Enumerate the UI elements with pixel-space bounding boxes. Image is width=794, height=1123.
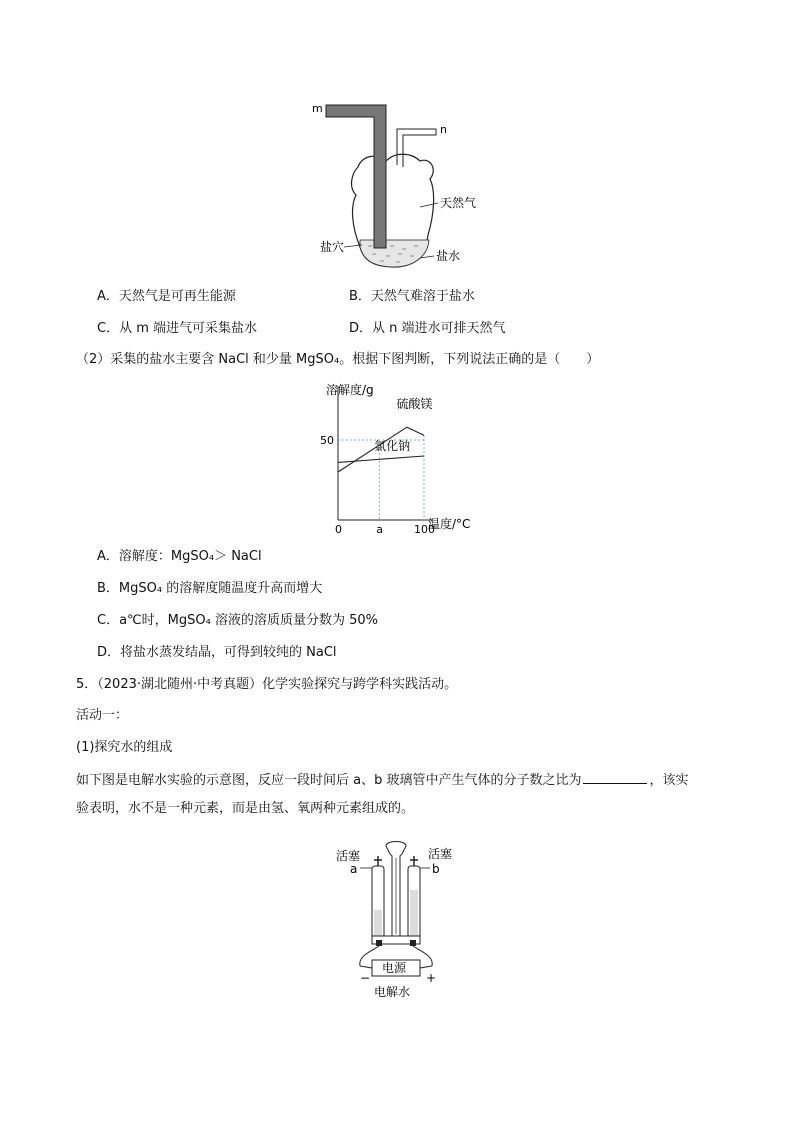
x-axis-label: 温度/°C (428, 517, 471, 531)
y-tick-50: 50 (320, 434, 334, 447)
q1-option-a: A．天然气是可再生能源 (97, 289, 236, 304)
label-m: m (312, 102, 323, 115)
solubility-chart (300, 378, 500, 538)
label-natural-gas: 天然气 (440, 196, 477, 210)
series-label-nacl: 氯化钠 (374, 439, 411, 453)
figure-caption: 电解水 (374, 985, 411, 999)
valve-left-label: 活塞 (336, 849, 361, 863)
q1-option-b: B．天然气难溶于盐水 (349, 289, 475, 304)
x-tick-0: 0 (335, 523, 342, 536)
power-label: 电源 (382, 961, 407, 975)
q2-option-b: B．MgSO₄ 的溶解度随温度升高而增大 (97, 581, 323, 596)
minus-sign: − (360, 971, 371, 985)
brine-region (360, 240, 429, 267)
x-tick-a: a (376, 523, 384, 536)
q2-option-c: C．a℃时，MgSO₄ 溶液的溶质质量分数为 50% (97, 613, 378, 628)
y-axis-label: 溶解度/g (326, 383, 374, 397)
q5-text-after-blank: ，该实 (649, 773, 689, 788)
chart-labels (320, 382, 470, 536)
tube-b-label: b (432, 862, 440, 876)
q5-paragraph-line1 (76, 770, 689, 790)
q1-option-d: D．从 n 端进水可排天然气 (349, 321, 506, 336)
q2-option-a: A．溶解度：MgSO₄＞ NaCl (97, 549, 262, 564)
valve-right-label: 活塞 (428, 847, 453, 861)
q5-paragraph-line2: 验表明，水不是一种元素，而是由氢、氧两种元素组成的。 (76, 801, 415, 816)
x-tick-100: 100 (414, 523, 435, 536)
q5-subheading: (1)探究水的组成 (76, 740, 173, 755)
plus-sign: + (426, 971, 437, 985)
q1-option-c: C．从 m 端进气可采集盐水 (97, 321, 258, 336)
q5-header: 5．（2023·湖北随州·中考真题）化学实验探究与跨学科实践活动。 (76, 677, 458, 692)
series-line-nacl (338, 456, 424, 462)
q5-activity: 活动一： (76, 708, 129, 723)
q2-stem: （2）采集的盐水主要含 NaCl 和少量 MgSO₄。根据下图判断，下列说法正确的是（ ） (76, 352, 600, 367)
electrolysis-diagram (330, 840, 460, 1005)
series-label-mgso4: 硫酸镁 (396, 397, 433, 411)
q5-text-before-blank: 如下图是电解水实验的示意图，反应一段时间后 a、b 玻璃管中产生气体的分子数之比为 (76, 773, 582, 788)
salt-cave-diagram (300, 95, 500, 275)
q2-option-d: D．将盐水蒸发结晶，可得到较纯的 NaCl (97, 645, 337, 660)
answer-blank[interactable] (583, 770, 647, 784)
tube-a-label: a (350, 862, 358, 876)
label-n: n (440, 123, 447, 136)
label-brine: 盐水 (436, 249, 461, 263)
label-salt-cave: 盐穴 (320, 240, 345, 254)
